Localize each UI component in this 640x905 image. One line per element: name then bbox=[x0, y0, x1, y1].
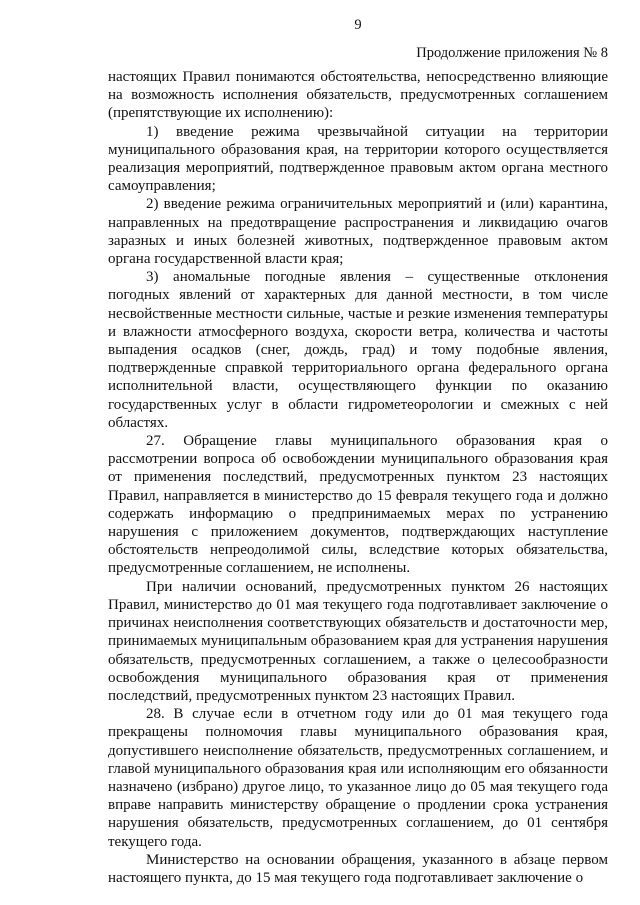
paragraph-item-3: 3) аномальные погодные явления – существенные отклонения погодных явлений от характерных для данной местности, в том числе несвойственные местности сильные, частые и резкие изменения температуры и влажности атмосферного воздуха, скорости ветра, количества и частоты выпадения осадков (снег, дождь, град) и тому подобные явления, подтвержденные справкой территориального органа федерального органа исполнительной власти, осуществляющего функции по оказанию государственных услуг в области гидрометеорологии и смежных с ней областях. bbox=[108, 269, 608, 431]
document-body bbox=[108, 68, 608, 887]
paragraph-clause-28: 28. В случае если в отчетном году или до 01 мая текущего года прекращены полномочия главы муниципального образования края, допустившего неисполнение обязательств, предусмотренных соглашением, и главой муниципального образования края или исполняющим его обязанности назначено (избрано) другое лицо, то указанное лицо до 05 мая текущего года вправе направить министерству обращение о продлении срока устранения нарушения обязательств, предусмотренных соглашением, до 01 сентября текущего года. bbox=[108, 706, 608, 850]
paragraph-clause-27-cont: При наличии оснований, предусмотренных пунктом 26 настоящих Правил, министерство до 01 мая текущего года подготавливает заключение о причинах неисполнения соответствующих обязательств и достаточности мер, принимаемых муниципальным образованием края для устранения нарушения обязательств, предусмотренных соглашением, а также о целесообразности освобождения муниципального образования края от применения последствий, предусмотренных пунктом 23 настоящих Правил. bbox=[108, 578, 608, 704]
paragraph-item-2: 2) введение режима ограничительных мероприятий и (или) карантина, направленных на предотвращение распространения и ликвидацию очагов заразных и иных болезней животных, подтвержденное правовым актом органа государственной власти края; bbox=[108, 196, 608, 268]
paragraph-continuation: настоящих Правил понимаются обстоятельства, непосредственно влияющие на возможность исполнения обязательств, предусмотренных соглашением (препятствующие их исполнению): bbox=[108, 69, 608, 122]
paragraph-clause-27: 27. Обращение главы муниципального образования края о рассмотрении вопроса об освобождении муниципального образования края от применения последствий, предусмотренных пунктом 23 настоящих Правил, направляется в министерство до 15 февраля текущего года и должно содержать информацию о предпринимаемых мерах по устранению нарушения с приложением документов, подтверждающих наступление обстоятельств непреодолимой силы, вследствие которых обязательства, предусмотренные соглашением, не исполнены. bbox=[108, 433, 608, 577]
paragraph-clause-28-cont: Министерство на основании обращения, указанного в абзаце первом настоящего пункта, до 15 мая текущего года подготавливает заключение о bbox=[108, 851, 608, 886]
page-number: 9 bbox=[354, 17, 362, 33]
appendix-continuation-note: Продолжение приложения № 8 bbox=[416, 45, 608, 61]
paragraph-item-1: 1) введение режима чрезвычайной ситуации на территории муниципального образования края, на территории которого осуществляется реализация мероприятий, подтвержденное правовым актом органа местного самоуправления; bbox=[108, 123, 608, 195]
